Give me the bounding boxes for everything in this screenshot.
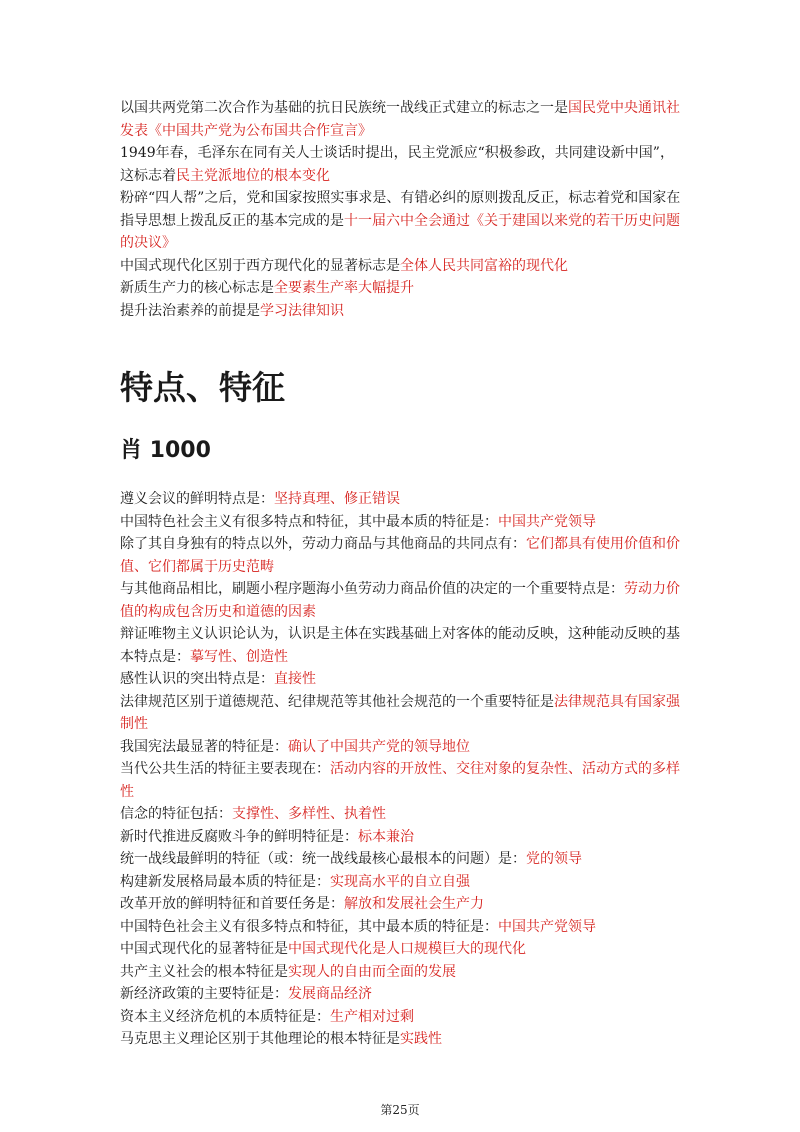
answer-text: 劳动力价值的构成包含历史和道德的因素 [120,581,680,620]
qa-item: 资本主义经济危机的本质特征是：生产相对过剩 [120,1008,414,1025]
qa-item: 中国式现代化区别于西方现代化的显著标志是全体人民共同富裕的现代化 [120,257,568,274]
answer-text: 摹写性、创造性 [190,648,288,665]
qa-item: 提升法治素养的前提是学习法律知识 [120,302,344,319]
qa-item: 1949年春，毛泽东在同有关人士谈话时提出，民主党派应“积极参政，共同建设新中国”，这标志着民主党派地位的根本变化 [120,145,674,184]
qa-item: 中国特色社会主义有很多特点和特征，其中最本质的特征是：中国共产党领导 [120,513,596,530]
answer-text: 实践性 [400,1031,442,1047]
answer-text: 党的领导 [526,851,582,867]
qa-item: 我国宪法最显著的特征是：确认了中国共产党的领导地位 [120,738,470,755]
qa-item: 新经济政策的主要特征是：发展商品经济 [120,986,372,1002]
qa-item: 共产主义社会的根本特征是实现人的自由而全面的发展 [120,963,456,980]
qa-item: 信念的特征包括：支撑性、多样性、执着性 [120,806,386,822]
qa-item: 新时代推进反腐败斗争的鲜明特征是：标本兼治 [120,828,414,845]
section-title: 特点、特征 [120,368,285,407]
answer-text: 确认了中国共产党的领导地位 [288,738,470,755]
qa-item: 马克思主义理论区别于其他理论的根本特征是实践性 [120,1031,442,1047]
qa-item: 辩证唯物主义认识论认为，认识是主体在实践基础上对客体的能动反映，这种能动反映的基本特点是：摹写性、创造性 [120,626,680,665]
answer-text: 国民党中央通讯社发表《中国共产党为公布国共合作宣言》 [120,100,680,139]
answer-text: 中国共产党领导 [498,918,596,935]
answer-text: 发展商品经济 [288,986,372,1002]
answer-text: 实现高水平的自立自强 [330,873,470,890]
qa-item: 除了其自身独有的特点以外，劳动力商品与其他商品的共同点有：它们都具有使用价值和价值、它们都属于历史范畴 [120,536,680,575]
answer-text: 它们都具有使用价值和价值、它们都属于历史范畴 [120,536,680,575]
answer-text: 支撑性、多样性、执着性 [232,806,386,822]
top-qa-list [120,97,685,322]
answer-text: 中国式现代化是人口规模巨大的现代化 [288,941,526,957]
answer-text: 活动内容的开放性、交往对象的复杂性、活动方式的多样性 [120,761,680,800]
answer-text: 生产相对过剩 [330,1008,414,1025]
answer-text: 民主党派地位的根本变化 [176,167,330,184]
answer-text: 标本兼治 [358,828,414,845]
qa-item: 统一战线最鲜明的特征（或：统一战线最核心最根本的问题）是：党的领导 [120,851,582,867]
qa-item: 中国特色社会主义有很多特点和特征，其中最本质的特征是：中国共产党领导 [120,918,596,935]
qa-item: 与其他商品相比，刷题小程序题海小鱼劳动力商品价值的决定的一个重要特点是：劳动力价值的构成包含历史和道德的因素 [120,581,680,620]
qa-item: 新质生产力的核心标志是全要素生产率大幅提升 [120,280,414,296]
answer-text: 直接性 [274,671,316,687]
answer-text: 中国共产党领导 [498,513,596,530]
qa-item: 遵义会议的鲜明特点是：坚持真理、修正错误 [120,491,400,507]
qa-list [120,488,685,1051]
answer-text: 学习法律知识 [260,302,344,319]
qa-item: 感性认识的突出特点是：直接性 [120,671,316,687]
qa-item: 当代公共生活的特征主要表现在：活动内容的开放性、交往对象的复杂性、活动方式的多样性 [120,761,680,800]
qa-item: 以国共两党第二次合作为基础的抗日民族统一战线正式建立的标志之一是国民党中央通讯社发表《中国共产党为公布国共合作宣言》 [120,100,680,139]
answer-text: 实现人的自由而全面的发展 [288,963,456,980]
answer-text: 法律规范具有国家强制性 [120,693,680,732]
section-subtitle: 肖 1000 [120,438,211,463]
answer-text: 十一届六中全会通过《关于建国以来党的若干历史问题的决议》 [120,212,680,251]
answer-text: 全体人民共同富裕的现代化 [400,257,568,274]
answer-text: 坚持真理、修正错误 [274,491,400,507]
qa-item: 构建新发展格局最本质的特征是：实现高水平的自立自强 [120,873,470,890]
qa-item: 改革开放的鲜明特征和首要任务是：解放和发展社会生产力 [120,896,484,912]
answer-text: 解放和发展社会生产力 [344,896,484,912]
qa-item: 法律规范区别于道德规范、纪律规范等其他社会规范的一个重要特征是法律规范具有国家强制性 [120,693,680,732]
page-number: 第25页 [380,1103,420,1117]
qa-item: 中国式现代化的显著特征是中国式现代化是人口规模巨大的现代化 [120,941,526,957]
answer-text: 全要素生产率大幅提升 [274,280,414,296]
qa-item: 粉碎“四人帮”之后，党和国家按照实事求是、有错必纠的原则拨乱反正，标志着党和国家在指导思想上拨乱反正的基本完成的是十一届六中全会通过《关于建国以来党的若干历史问题的决议》 [120,190,681,251]
